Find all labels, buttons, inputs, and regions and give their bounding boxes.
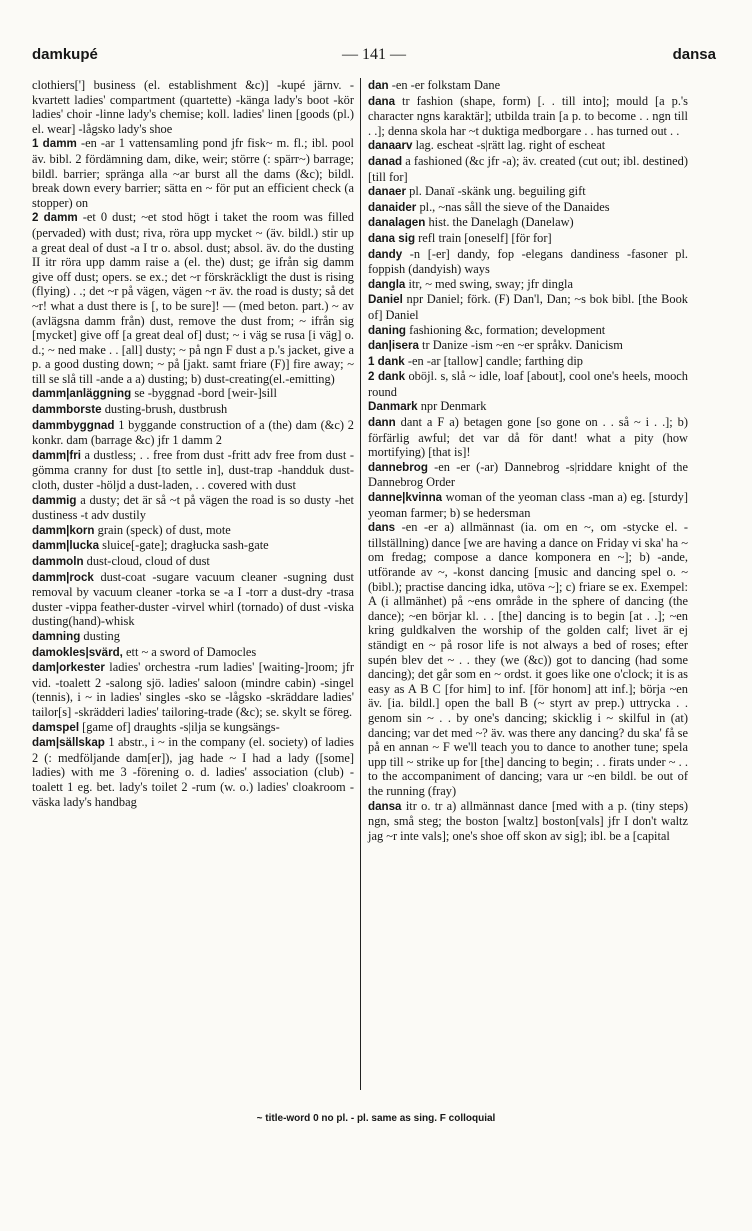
dictionary-entry	[368, 138, 688, 154]
dictionary-entry	[368, 415, 688, 460]
entry-definition: -en -ar [tallow] candle; farthing dip	[407, 353, 583, 368]
entry-definition: a dustless; . . free from dust -fritt adv free from dust -gömma cranny for dust [to settle in], dust-trap -handduk dust-cloth, duster -höljd a dust-laden, . . covered with dust	[32, 447, 354, 493]
header-right-guideword: dansa	[672, 46, 716, 63]
dictionary-entry	[368, 200, 688, 216]
dictionary-entry	[32, 402, 354, 418]
entry-definition: se -byggnad -bord [weir-]sill	[134, 386, 277, 401]
entry-headword: danne|kvinna	[368, 491, 443, 505]
left-column	[32, 78, 354, 809]
entry-headword: 2 damm	[32, 211, 78, 225]
entry-headword: Danmark	[368, 400, 418, 414]
entry-definition: dust-coat -sugare vacuum cleaner -sugning dust removal by vacuum cleaner -torka se -a I -torr a dust-dry -trasa duster -vippa feather-duster -virvel whirl (tornado) of dust -viska dusting(hand)-whisk	[32, 569, 354, 629]
dictionary-entry	[32, 386, 354, 402]
entry-headword: damm|lucka	[32, 539, 100, 553]
dictionary-entry	[368, 215, 688, 231]
entry-headword: daning	[368, 323, 406, 337]
entry-headword: dannebrog	[368, 460, 428, 474]
entry-headword: dammig	[32, 493, 77, 507]
entry-headword: Daniel	[368, 293, 403, 307]
entry-headword: damm|fri	[32, 448, 81, 462]
entry-headword: damm|korn	[32, 523, 95, 537]
dictionary-entry	[32, 660, 354, 719]
dictionary-entry	[32, 720, 354, 736]
dictionary-entry	[32, 570, 354, 629]
dictionary-entry	[368, 184, 688, 200]
entry-definition: 1 abstr., i ~ in the company (el. society) of ladies 2 (: medföljande dam[er]), jag hade ~ I had a lady ([some] ladies) with me 3 -förening o. d. ladies' association (club) -toalett 1 eg. bet. lady's toilet 2 -rum (w. o.) ladies' cloakroom -väska lady's handbag	[32, 735, 354, 809]
entry-headword: danaer	[368, 185, 407, 199]
dictionary-entry	[368, 154, 688, 184]
entry-definition: npr Daniel; förk. (F) Dan'l, Dan; ~s bok bibl. [the Book of] Daniel	[368, 292, 688, 322]
page-footer-legend: ~ title-word 0 no pl. - pl. same as sing. F colloquial	[256, 1113, 496, 1124]
page-number: — 141 —	[342, 46, 406, 63]
dictionary-entry	[368, 490, 688, 520]
entry-definition: clothiers['] business (el. establishment &c)] -kupé järnv. -kvartett ladies' compartment (quartette) -känga lady's boot -kör ladies' choir -linne lady's chemise; koll. ladies' linen [goods (pl.) el. wear] -lågsko lady's shoe	[32, 78, 354, 136]
entry-headword: dammbyggnad	[32, 418, 115, 432]
entry-definition: a fashioned (&c jfr -a); äv. created (cut out; ibl. destined) [till for]	[368, 153, 688, 184]
entry-definition: fashioning &c, formation; development	[409, 322, 606, 337]
dictionary-entry	[32, 493, 354, 523]
entry-headword: dam|orkester	[32, 661, 105, 675]
entry-definition: -n [-er] dandy, fop -elegans dandiness -fasoner pl. foppish (dandyish) ways	[368, 246, 688, 277]
entry-definition: woman of the yeoman class -man a) eg. [sturdy] yeoman farmer; b) se hedersman	[368, 490, 688, 520]
page-header	[32, 46, 716, 68]
entry-definition: dusting-brush, dustbrush	[104, 402, 228, 417]
dictionary-entry	[32, 538, 354, 554]
entry-definition: sluice[-gate]; dragłucka sash-gate	[102, 538, 269, 553]
dictionary-entry	[368, 78, 688, 94]
entry-headword: damokles|svärd,	[32, 645, 123, 659]
dictionary-entry	[32, 735, 354, 809]
entry-headword: dan|isera	[368, 339, 419, 353]
entry-definition: pl. Danaï -skänk ung. beguiling gift	[409, 184, 586, 199]
entry-definition: [game of] draughts -s|ilja se kungsängs-	[82, 719, 280, 734]
entry-definition: pl., ~nas såll the sieve of the Danaides	[419, 199, 610, 214]
entry-headword: 1 damm	[32, 137, 77, 151]
dictionary-entry	[368, 520, 688, 798]
entry-definition: 1 byggande construction of a (the) dam (&c) 2 konkr. dam (barrage &c) jfr 1 damm 2	[32, 417, 354, 448]
entry-definition: -et 0 dust; ~et stod högt i taket the room was filled (pervaded) with dust; riva, röra upp mycket ~ (äv. bildl.) stir up a great deal of dust -a I tr o. absol. dust; absol. äv. do the dusting II itr röra upp damm raise a (el. the) dust; ge ifrån sig damm give off dust; opers. se ex.; det ~r förskräckligt the dust is rising (flying) . .; det ~r på vägen, vägen ~r äv. the road is dusty; så det ~r! what a dust there is [, to be sure]! — (med beton. part.) ~ av (avlägsna damm från) dust, remove the dust from; ~ ifrån sig [mycket] give off [a great deal of] dust; ~ i väg se rusa [i väg] o. d.; ~ ned make . . [all] dusty; ~ på ngn F dust a p.'s jacket, give a p. a good dusting down; ~ på [jakt. samt friare (F)] fire away; ~ till se slå till -ande a a) dusting; b) dust-creating(el.-emitting)	[32, 210, 354, 386]
entry-headword: danalagen	[368, 216, 426, 230]
dictionary-entry	[32, 418, 354, 448]
entry-headword: damning	[32, 629, 81, 643]
entry-headword: danad	[368, 154, 403, 168]
entry-definition: -en -er folkstam Dane	[391, 78, 501, 92]
dictionary-entry	[368, 460, 688, 490]
entry-headword: dangla	[368, 277, 406, 291]
entry-definition: tr fashion (shape, form) [. . till into]; mould [a p.'s character ngns karaktär]; utbilda train [a p. to become . . ngn till . .]; denna skola har ~t duktiga medborgare . . has turned out . .	[368, 93, 688, 138]
dictionary-entry	[32, 78, 354, 136]
entry-definition: hist. the Danelagh (Danelaw)	[428, 215, 574, 230]
header-left-guideword: damkupé	[32, 46, 98, 63]
dictionary-entry	[368, 799, 688, 844]
dictionary-entry	[368, 231, 688, 247]
entry-headword: dammborste	[32, 403, 102, 417]
entry-definition: grain (speck) of dust, mote	[97, 522, 231, 537]
entry-definition: dant a F a) betagen gone [so gone on . . så ~ i . .]; b) förfärlig awful; det var då för dant! what a pity (how mortifying) [that is]!	[368, 415, 688, 460]
entry-definition: ladies' orchestra -rum ladies' [waiting-]room; jfr vid. -toalett 2 -salong sjö. ladies' saloon (mindre cabin) -singel (tennis), i ~ in ladies' singles -sko se -lågsko -skräddare ladies' tailor[s] -skrädderi ladies' tailoring-trade (&c); se. skylt se föreg.	[32, 660, 354, 719]
dictionary-entry	[32, 645, 354, 661]
dictionary-entry	[32, 523, 354, 539]
entry-definition: lag. escheat -s|rätt lag. right of escheat	[415, 138, 606, 153]
entry-headword: danaarv	[368, 139, 413, 153]
entry-headword: dan	[368, 79, 389, 92]
dictionary-entry	[368, 277, 688, 293]
entry-headword: danaider	[368, 200, 417, 214]
dictionary-entry	[368, 354, 688, 370]
entry-definition: ett ~ a sword of Damocles	[126, 644, 257, 659]
entry-headword: dam|sällskap	[32, 736, 105, 750]
entry-definition: dust-cloud, cloud of dust	[86, 554, 210, 568]
entry-definition: -en -ar 1 vattensamling pond jfr fisk~ m. fl.; ibl. pool äv. bibl. 2 fördämning dam, dike, weir; större (: spärr~) barrage; bildl. barrier; spränga alla ~ar burst all the dams (&c); bildl. break down every barrier; sätta en ~ för put an efficient check (a stopper) on	[32, 136, 354, 210]
entry-headword: dans	[368, 521, 396, 535]
dictionary-entry	[368, 292, 688, 322]
entry-headword: damspel	[32, 720, 80, 734]
dictionary-entry	[32, 554, 354, 570]
entry-definition: itr, ~ med swing, sway; jfr dingla	[408, 276, 573, 291]
entry-headword: dana sig	[368, 231, 416, 245]
entry-definition: tr Danize -ism ~en ~er språkv. Danicism	[422, 338, 623, 353]
entry-definition: npr Denmark	[420, 399, 487, 414]
entry-definition: itr o. tr a) allmännast dance [med with a p. (tiny steps) ngn, små steg; the boston [waltz] boston[vals] jfr I don't waltz jag ~r inte vals]; one's shoe off skon av sig]; ibl. be a [capital	[368, 798, 688, 843]
entry-headword: dammoln	[32, 555, 84, 568]
dictionary-entry	[368, 247, 688, 277]
entry-headword: damm|rock	[32, 570, 94, 584]
right-column	[368, 78, 688, 843]
entry-definition: oböjl. s, slå ~ idle, loaf [about], cool one's heels, mooch round	[368, 369, 688, 399]
dictionary-entry	[368, 369, 688, 399]
dictionary-entry	[368, 323, 688, 339]
entry-headword: dansa	[368, 799, 402, 813]
entry-headword: damm|anläggning	[32, 387, 132, 401]
entry-headword: 1 dank	[368, 354, 405, 368]
entry-definition: dusting	[83, 628, 120, 643]
entry-definition: a dusty; det är så ~t på vägen the road is so dusty -het dustiness -t adv dustily	[32, 492, 354, 523]
entry-definition: -en -er a) allmännast (ia. om en ~, om -stycke el. -tillställning) dance [we are having a dance on Friday vi ska' ha ~ om fredag; compose a dance komponera en ~]; b) -ande, utförande av ~, -konst dancing [music and dancing spel o. ~ (bibl.); practise dancing idka, utöva ~]; c) friare se ex. Exempel: A (i allmänhet) på ~ens område in the sphere of dancing (the dance); ~en börjar kl. . . [the] dancing is to begin [at . .]; ~en kring guldkalven the worship of the golden calf; livet är ej ständigt en ~ på rosor life is not always a bed of roses; efter supén blev det ~ . . they (we (&c)) got to dancing (had some dancing); det går som en ~ ordst. it goes like one o'clock; it is as easy as A B C [for him] to inf. [för honom] att inf.]; börja ~en äv. [ia. bildl.] open the ball B (~ styrt av prep.) uttrycka . . genom sin ~ . . by one's dancing; skicklig i ~ skilful in (at) dancing; var det med ~? äv. was there any dancing? du ska' få se på en annan ~ F we'll teach you to dance to another tune; spela upp till ~ strike up for [the] dancing to begin; . . firats under ~ . . to the accompaniment of dancing; vara ur ~en bildl. be out of the running (fray)	[368, 520, 688, 798]
entry-headword: dandy	[368, 247, 403, 261]
entry-headword: 2 dank	[368, 370, 406, 384]
entry-definition: refl train [oneself] [för for]	[418, 230, 552, 245]
dictionary-entry	[32, 448, 354, 493]
dictionary-entry	[368, 399, 688, 415]
entry-definition: -en -er (-ar) Dannebrog -s|riddare knight of the Dannebrog Order	[368, 459, 688, 490]
entry-headword: dana	[368, 94, 396, 108]
entry-headword: dann	[368, 416, 396, 430]
column-divider	[360, 78, 361, 1090]
dictionary-entry	[32, 629, 354, 645]
dictionary-entry	[32, 136, 354, 210]
dictionary-entry	[32, 210, 354, 386]
dictionary-entry	[368, 94, 688, 139]
dictionary-entry	[368, 338, 688, 354]
